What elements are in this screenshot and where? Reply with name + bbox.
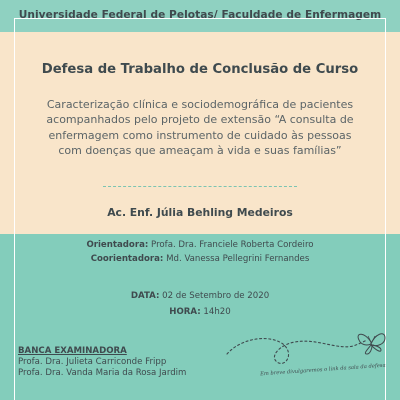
examining-board: [18, 346, 186, 380]
theme-line: enfermagem como instrumento de cuidado às pessoas: [48, 128, 352, 142]
board-member: Profa. Dra. Julieta Carriconde Fripp: [18, 357, 167, 368]
date-value: 02 de Setembro de 2020: [159, 291, 270, 301]
time-line: [0, 307, 400, 317]
butterfly-icon: [358, 334, 385, 354]
orientadora-label: Orientadora:: [86, 240, 149, 250]
event-title: Defesa de Trabalho de Conclusão de Curso: [41, 62, 359, 77]
thesis-theme: [30, 97, 370, 159]
coorientadora-line: [0, 254, 400, 264]
board-heading: BANCA EXAMINADORA: [18, 346, 127, 356]
time-label: HORA:: [169, 307, 201, 317]
time-value: 14h20: [200, 307, 231, 317]
theme-line: Caracterização clínica e sociodemográfica de pacientes: [46, 98, 354, 111]
dashed-divider: [103, 186, 297, 187]
coorientadora-label: Coorientadora:: [90, 254, 164, 264]
orientadora-line: [0, 240, 400, 250]
date-line: [0, 291, 400, 301]
script-note: Em breve divulgaremos o link da sala da defesa: [259, 362, 386, 378]
board-member: Profa. Dra. Vanda Maria da Rosa Jardim: [18, 368, 187, 379]
orientadora-value: Profa. Dra. Franciele Roberta Cordeiro: [148, 240, 314, 250]
dotted-trail-icon: [225, 328, 390, 386]
institution-name: Universidade Federal de Pelotas/ Faculdade de Enfermagem: [18, 9, 382, 21]
coorientadora-value: Md. Vanessa Pellegrini Fernandes: [163, 254, 310, 264]
date-label: DATA:: [130, 291, 160, 301]
theme-line: com doenças que ameaçam à vida e suas famílias”: [58, 144, 342, 158]
theme-line: acompanhados pelo projeto de extensão “A consulta de: [46, 113, 354, 127]
author-name: Ac. Enf. Júlia Behling Medeiros: [107, 206, 293, 219]
